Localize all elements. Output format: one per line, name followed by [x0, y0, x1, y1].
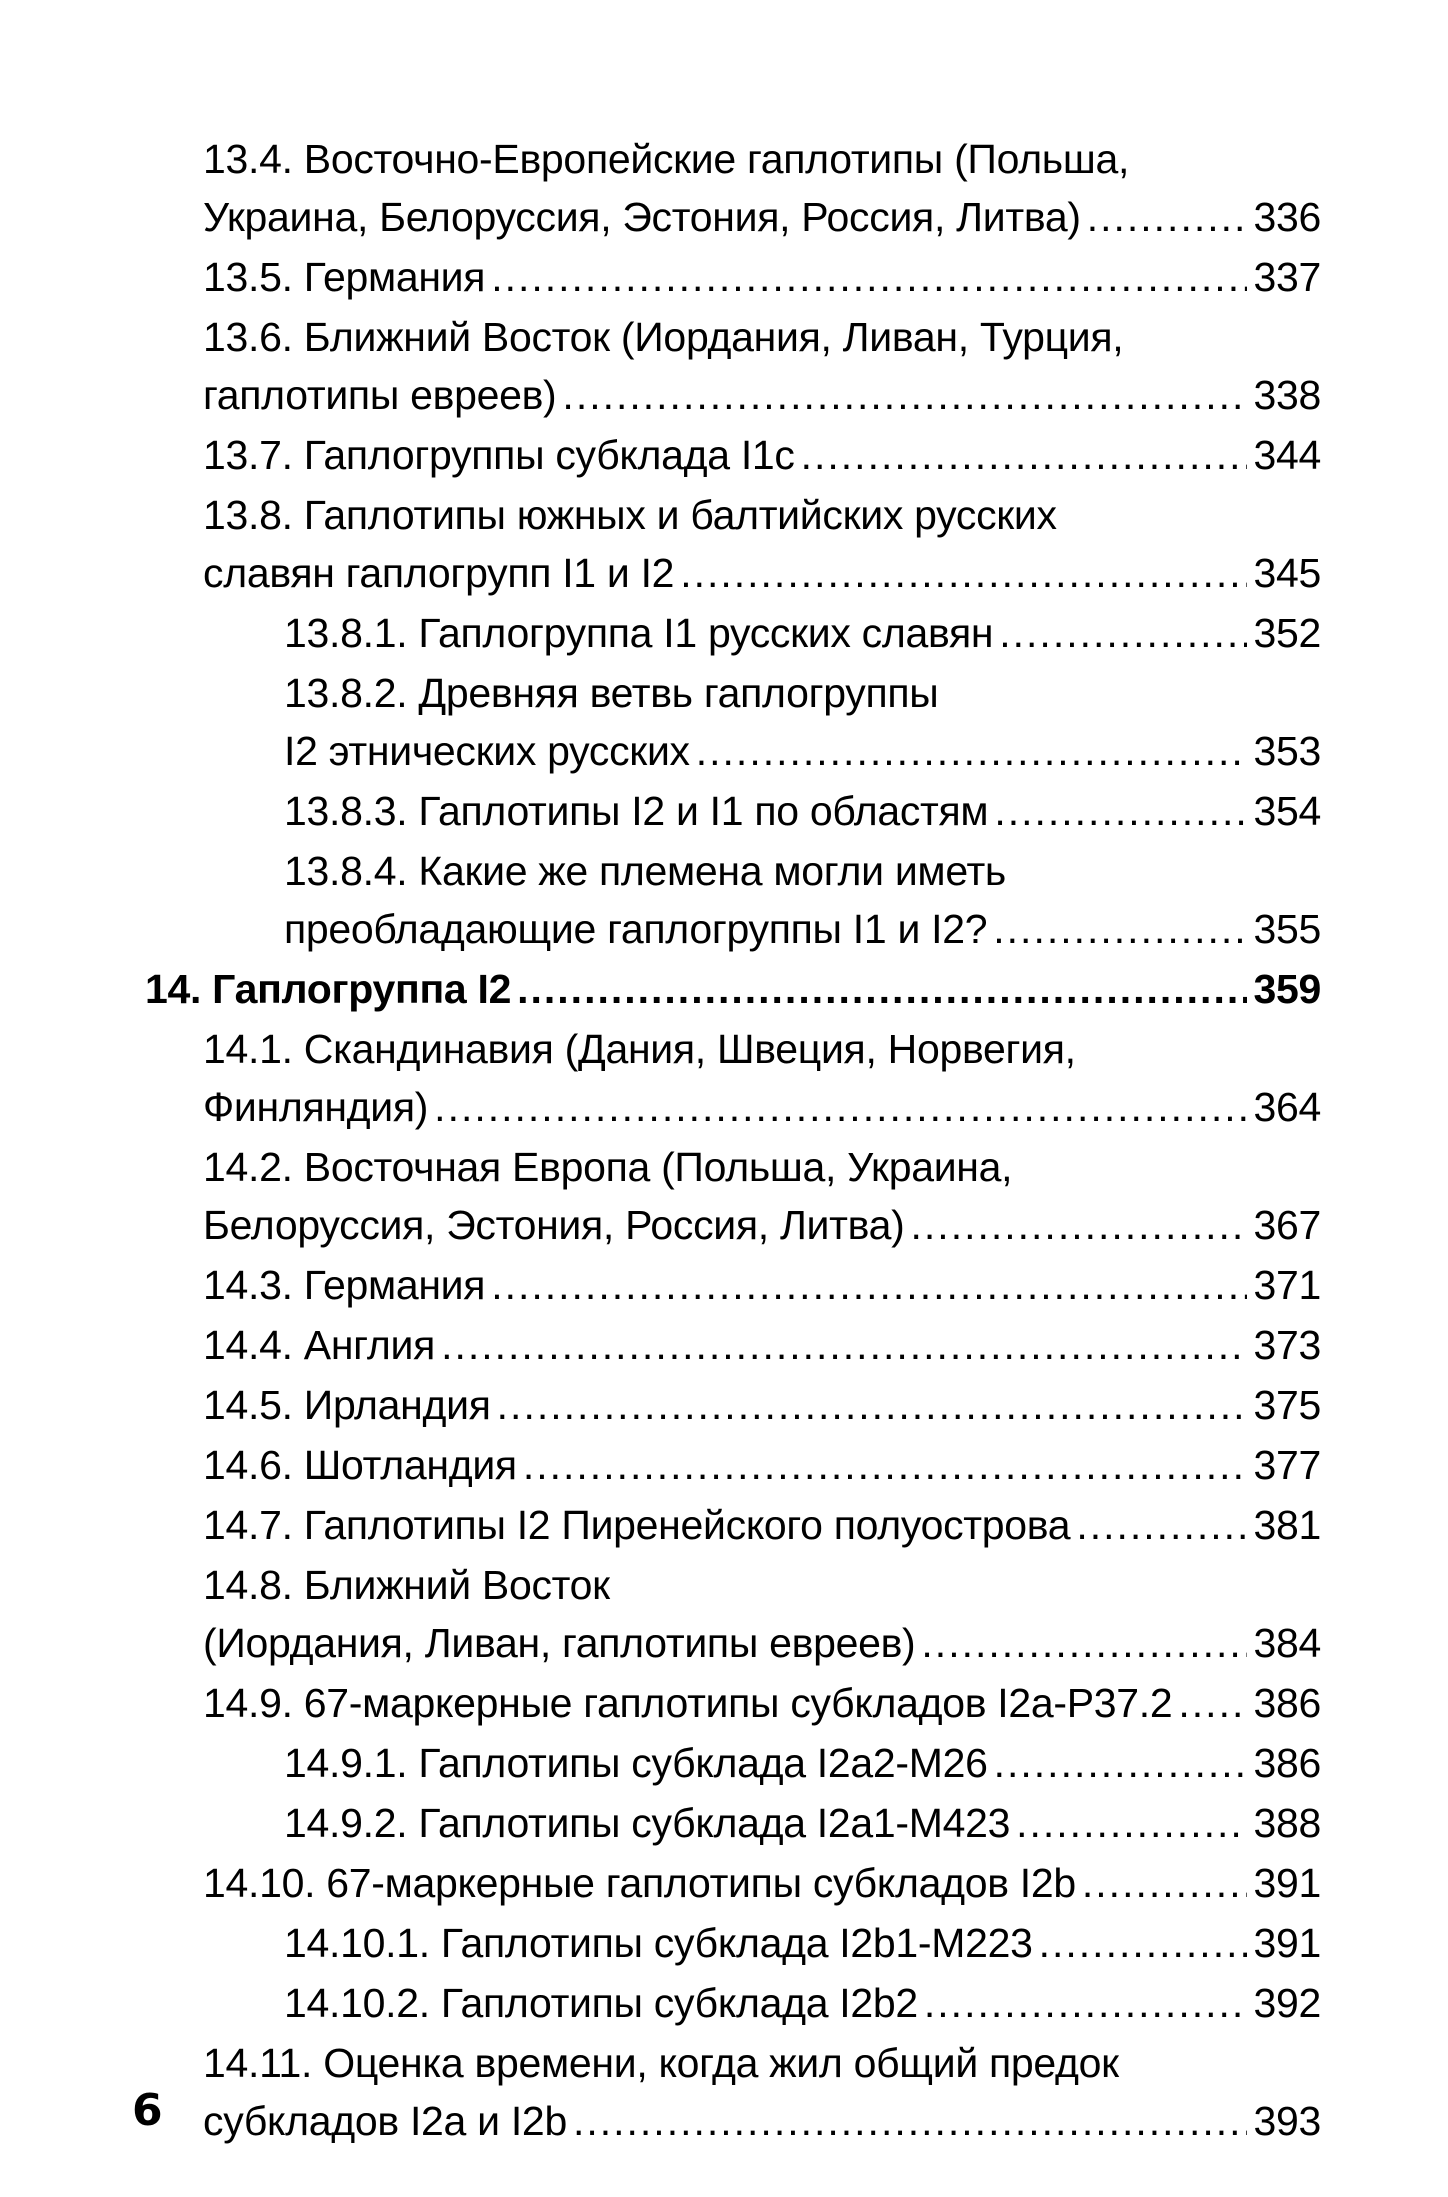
- dot-leader: [1076, 1496, 1247, 1554]
- toc-entry[interactable]: [203, 1556, 1321, 1672]
- dot-leader: [434, 1078, 1247, 1136]
- toc-entry[interactable]: [203, 426, 1321, 484]
- toc-entry-page: 359: [1253, 966, 1321, 1012]
- toc-entry-page: 337: [1253, 254, 1321, 300]
- dot-leader: [911, 1196, 1248, 1254]
- toc-entry-title: 13.5. Германия: [203, 254, 486, 300]
- toc-entry-page: 353: [1253, 728, 1321, 774]
- toc-entry-page: 386: [1253, 1680, 1321, 1726]
- toc-entry-page: 336: [1253, 194, 1321, 240]
- toc-entry-title: I2 этнических русских: [284, 728, 690, 774]
- toc-entry-page: 373: [1253, 1322, 1321, 1368]
- toc-entry[interactable]: [203, 1854, 1321, 1912]
- toc-entry[interactable]: [203, 1256, 1321, 1314]
- toc-entry-title: 14.5. Ирландия: [203, 1382, 491, 1428]
- toc-entry-page: 377: [1253, 1442, 1321, 1488]
- toc-entry-page: 354: [1253, 788, 1321, 834]
- toc-entry-title: субкладов I2a и I2b: [203, 2098, 567, 2144]
- toc-entry-page: 392: [1253, 1980, 1321, 2026]
- dot-leader: [999, 604, 1247, 662]
- toc-entry[interactable]: [203, 1436, 1321, 1494]
- toc-entry-title: славян гаплогрупп I1 и I2: [203, 550, 675, 596]
- toc-entry-title: 14.7. Гаплотипы I2 Пиренейского полуострова: [203, 1502, 1071, 1548]
- toc-entry-title: Белоруссия, Эстония, Россия, Литва): [203, 1202, 905, 1248]
- toc-entry[interactable]: [203, 1376, 1321, 1434]
- toc-entry[interactable]: [203, 2034, 1321, 2150]
- toc-entry-page: 338: [1253, 372, 1321, 418]
- toc-entry-title: 14.4. Англия: [203, 1322, 436, 1368]
- toc-entry-page: 384: [1253, 1620, 1321, 1666]
- toc-entry-page: 391: [1253, 1860, 1321, 1906]
- toc-entry-page: 355: [1253, 906, 1321, 952]
- toc-entry[interactable]: [203, 1020, 1321, 1136]
- toc-entry-page: 388: [1253, 1800, 1321, 1846]
- toc-entry-title: 14.3. Германия: [203, 1262, 486, 1308]
- toc-entry-title: 13.4. Восточно-Европейские гаплотипы (Польша,: [203, 136, 1130, 182]
- toc-entry-title: (Иордания, Ливан, гаплотипы евреев): [203, 1620, 916, 1666]
- toc-entry-title: 14.6. Шотландия: [203, 1442, 517, 1488]
- dot-leader: [924, 1974, 1248, 2032]
- toc-entry-title: преобладающие гаплогруппы I1 и I2?: [284, 906, 988, 952]
- toc-entry-page: 393: [1253, 2098, 1321, 2144]
- toc-entry[interactable]: [284, 1974, 1321, 2032]
- toc-entry[interactable]: [284, 1914, 1321, 1972]
- toc-entry[interactable]: [203, 486, 1321, 602]
- dot-leader: [491, 248, 1247, 306]
- dot-leader: [993, 900, 1247, 958]
- dot-leader: [491, 1256, 1247, 1314]
- dot-leader: [1178, 1674, 1247, 1732]
- toc-entry-page: 375: [1253, 1382, 1321, 1428]
- toc-entry[interactable]: [284, 842, 1321, 958]
- toc-entry-title: 14.8. Ближний Восток: [203, 1562, 610, 1608]
- toc-entry-title: 13.7. Гаплогруппы субклада I1c: [203, 432, 795, 478]
- toc-entry-title: 13.8.1. Гаплогруппа I1 русских славян: [284, 610, 994, 656]
- toc-entry-title: 14.2. Восточная Европа (Польша, Украина,: [203, 1144, 1013, 1190]
- toc-entry-title: 13.6. Ближний Восток (Иордания, Ливан, Турция,: [203, 314, 1124, 360]
- toc-entry-page: 391: [1253, 1920, 1321, 1966]
- toc-entry[interactable]: [284, 664, 1321, 780]
- toc-entry-title: 14.9.2. Гаплотипы субклада I2a1-M423: [284, 1800, 1011, 1846]
- toc-entry-title: 14.10.2. Гаплотипы субклада I2b2: [284, 1980, 918, 2026]
- toc-entry[interactable]: [203, 1496, 1321, 1554]
- toc-entry-title: 13.8. Гаплотипы южных и балтийских русских: [203, 492, 1057, 538]
- dot-leader: [801, 426, 1248, 484]
- toc-entry[interactable]: [203, 1316, 1321, 1374]
- toc-entry-page: 352: [1253, 610, 1321, 656]
- dot-leader: [1039, 1914, 1248, 1972]
- dot-leader: [696, 722, 1248, 780]
- dot-leader: [562, 366, 1247, 424]
- toc-entry[interactable]: [203, 308, 1321, 424]
- toc-entry-page: 344: [1253, 432, 1321, 478]
- toc-entry[interactable]: [203, 1674, 1321, 1732]
- dot-leader: [441, 1316, 1247, 1374]
- dot-leader: [497, 1376, 1248, 1434]
- toc-entry-title: 14. Гаплогруппа I2: [145, 966, 512, 1012]
- toc-entry[interactable]: [145, 960, 1321, 1018]
- toc-entry-title: 14.1. Скандинавия (Дания, Швеция, Норвегия,: [203, 1026, 1076, 1072]
- dot-leader: [1082, 1854, 1248, 1912]
- toc-entry-page: 381: [1253, 1502, 1321, 1548]
- dot-leader: [921, 1614, 1247, 1672]
- dot-leader: [573, 2092, 1248, 2150]
- toc-entry[interactable]: [284, 604, 1321, 662]
- toc-entry-page: 367: [1253, 1202, 1321, 1248]
- page-number: 6: [132, 2085, 163, 2136]
- toc-entry[interactable]: [284, 1794, 1321, 1852]
- toc-entry-title: 14.10. 67-маркерные гаплотипы субкладов I2b: [203, 1860, 1076, 1906]
- dot-leader: [680, 544, 1247, 602]
- toc-entry-title: Украина, Белоруссия, Эстония, Россия, Литва): [203, 194, 1081, 240]
- toc-entry-title: 14.10.1. Гаплотипы субклада I2b1-M223: [284, 1920, 1033, 1966]
- toc-entry-page: 364: [1253, 1084, 1321, 1130]
- toc-entry[interactable]: [203, 248, 1321, 306]
- toc-entry-page: 386: [1253, 1740, 1321, 1786]
- dot-leader: [1087, 188, 1248, 246]
- toc-entry-title: Финляндия): [203, 1084, 429, 1130]
- dot-leader: [523, 1436, 1248, 1494]
- toc-entry-page: 345: [1253, 550, 1321, 596]
- toc-entry[interactable]: [284, 1734, 1321, 1792]
- toc-entry-title: 14.11. Оценка времени, когда жил общий предок: [203, 2040, 1119, 2086]
- toc-entry-page: 371: [1253, 1262, 1321, 1308]
- dot-leader: [517, 960, 1247, 1018]
- toc-entry[interactable]: [203, 130, 1321, 246]
- dot-leader: [994, 1734, 1248, 1792]
- toc-entry-title: 13.8.3. Гаплотипы I2 и I1 по областям: [284, 788, 989, 834]
- toc-entry[interactable]: [203, 1138, 1321, 1254]
- dot-leader: [1016, 1794, 1247, 1852]
- dot-leader: [994, 782, 1247, 840]
- toc-entry[interactable]: [284, 782, 1321, 840]
- toc-entry-title: 13.8.2. Древняя ветвь гаплогруппы: [284, 670, 939, 716]
- toc-entry-title: гаплотипы евреев): [203, 372, 557, 418]
- toc-entry-title: 13.8.4. Какие же племена могли иметь: [284, 848, 1006, 894]
- toc-entry-title: 14.9. 67-маркерные гаплотипы субкладов I2a-P37.2: [203, 1680, 1173, 1726]
- toc-entry-title: 14.9.1. Гаплотипы субклада I2a2-M26: [284, 1740, 988, 1786]
